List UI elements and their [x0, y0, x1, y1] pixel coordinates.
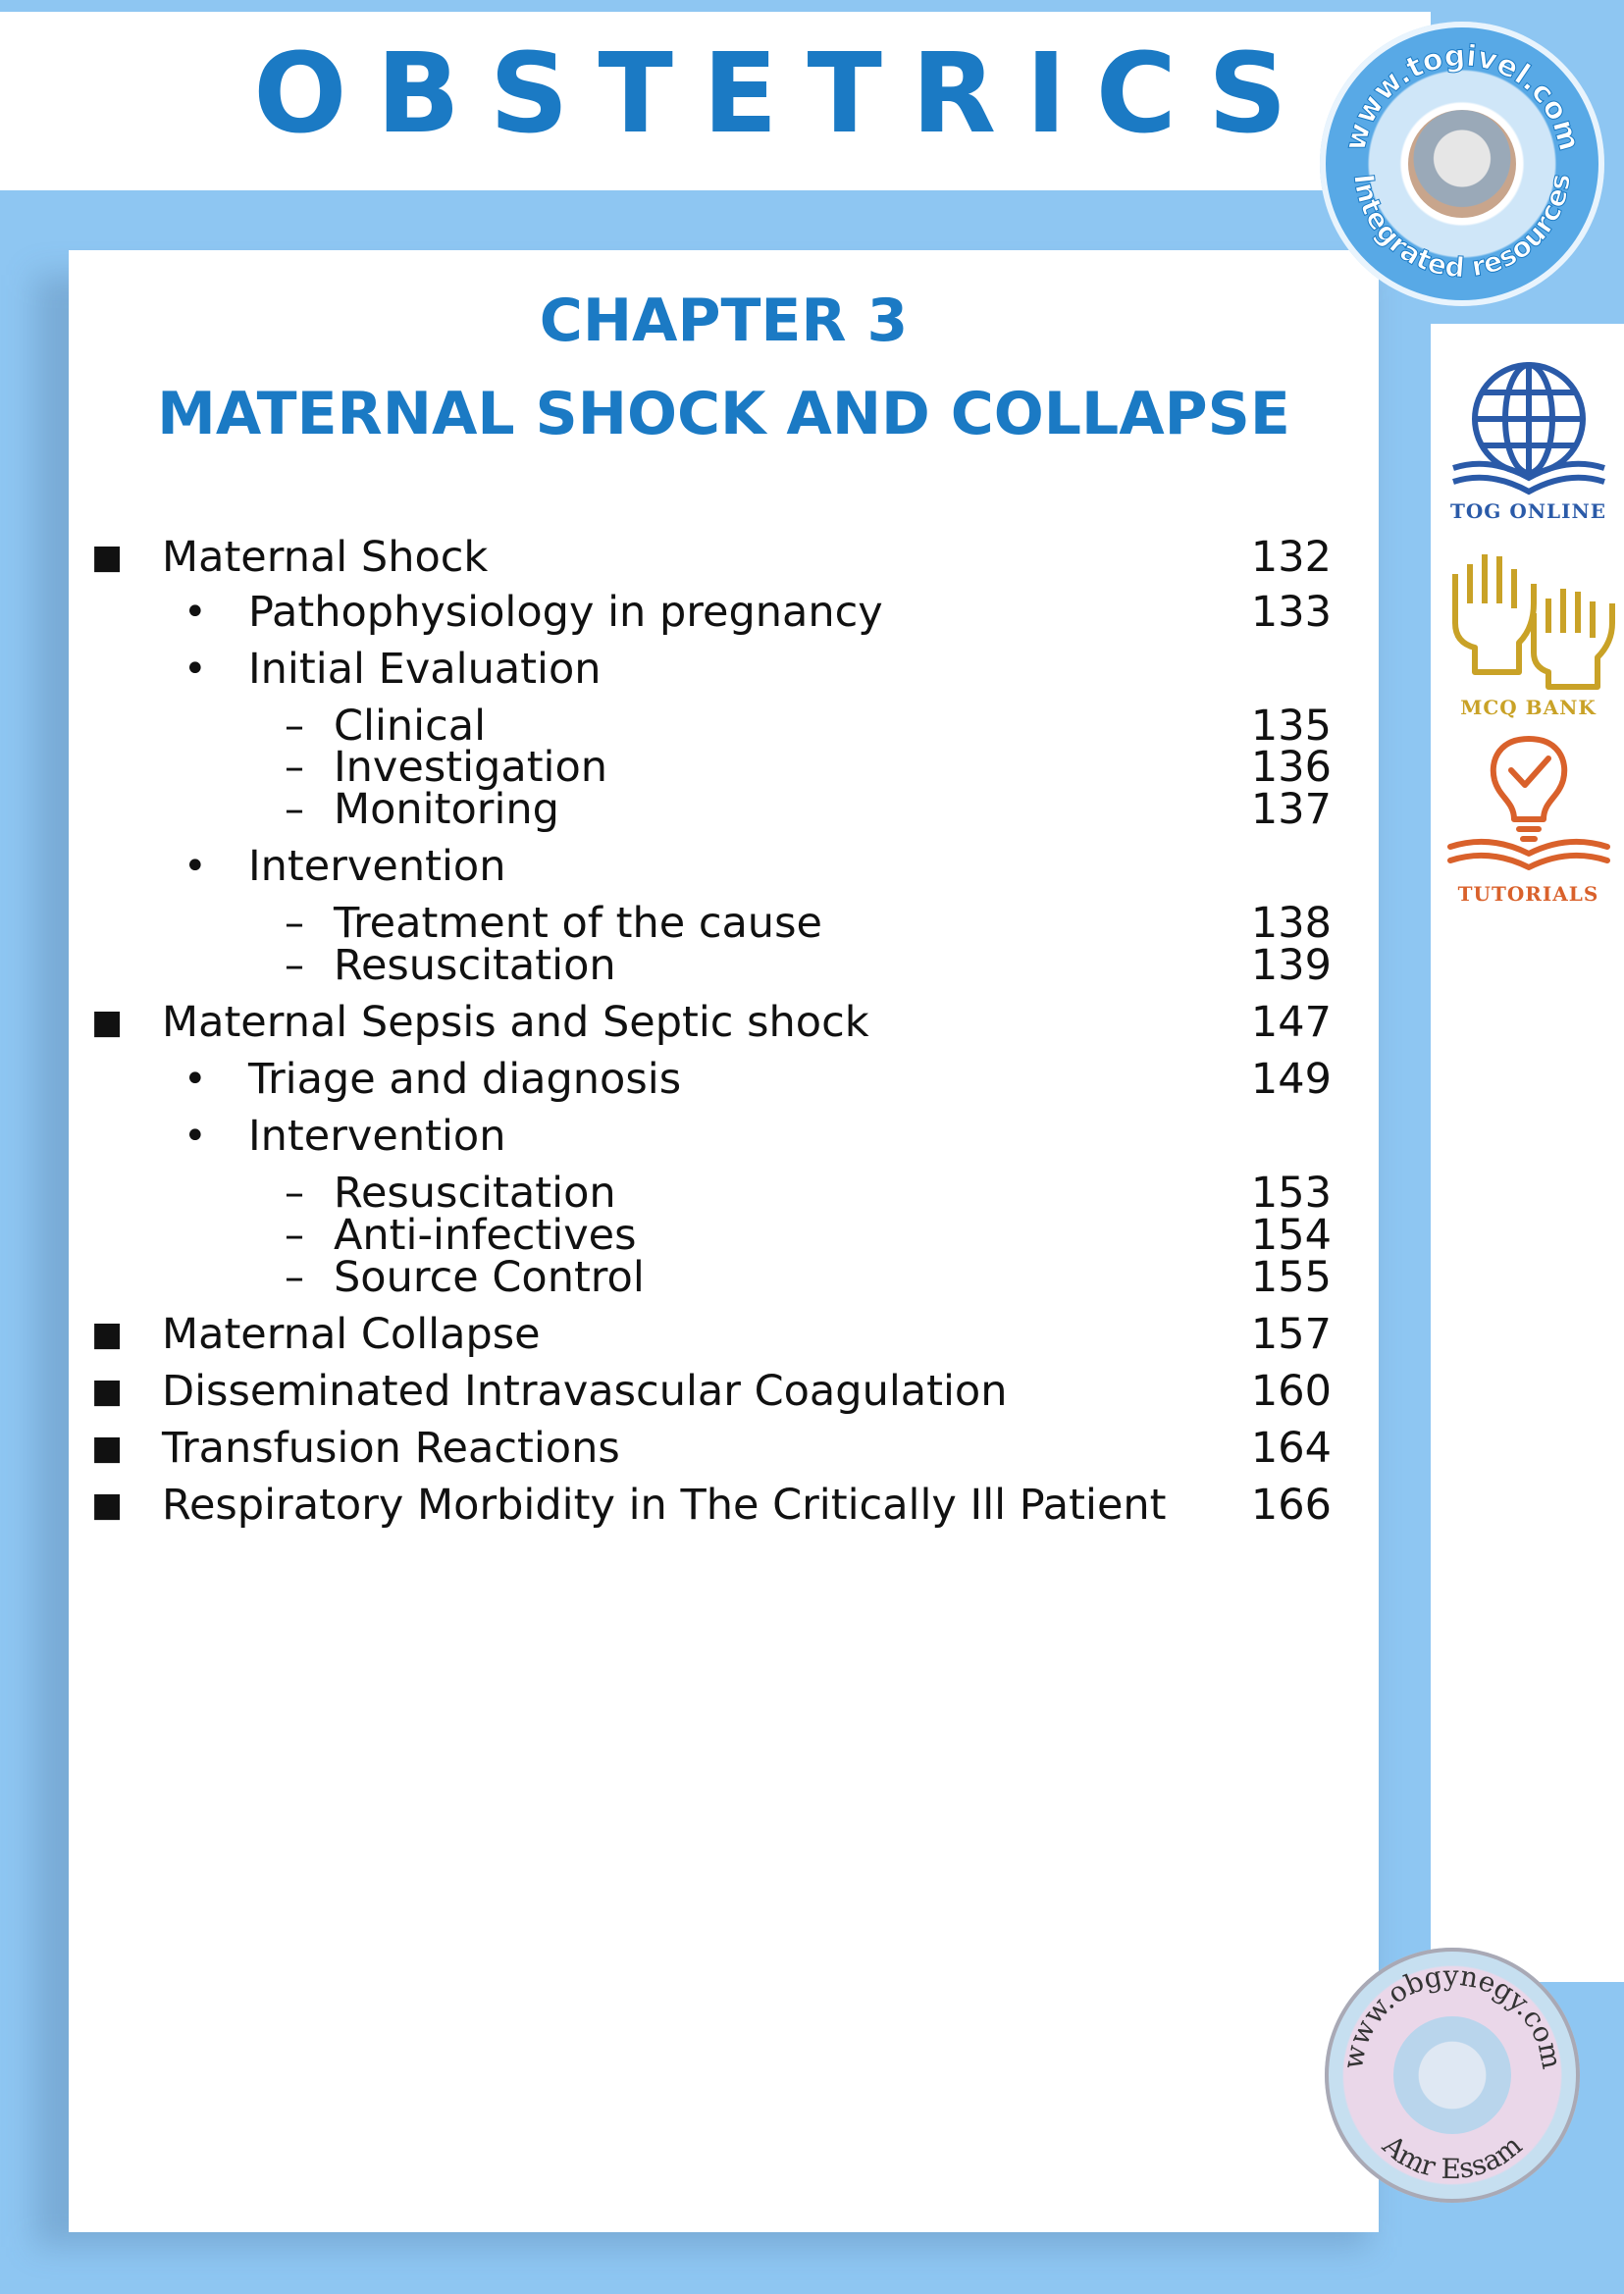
- toc-entry-title: Intervention: [248, 1112, 506, 1161]
- toc-entry-title: Initial Evaluation: [248, 645, 602, 694]
- dash-bullet-icon: –: [285, 1255, 304, 1300]
- obgynegy-badge[interactable]: [1325, 1948, 1580, 2203]
- toc-row: [69, 1419, 1379, 1478]
- toc-entry-title: Maternal Sepsis and Septic shock: [162, 998, 869, 1047]
- toc-row: [69, 993, 1379, 1052]
- round-bullet-icon: •: [183, 844, 207, 889]
- globe-book-icon: [1445, 358, 1612, 495]
- chapter-title: MATERNAL SHOCK AND COLLAPSE: [157, 380, 1290, 448]
- toc-entry-title: Maternal Collapse: [162, 1310, 541, 1359]
- toc-page-number: 154: [1250, 1211, 1332, 1260]
- tutorials-label: TUTORIALS: [1457, 882, 1599, 906]
- round-bullet-icon: •: [183, 590, 207, 635]
- toc-page-number: 149: [1250, 1055, 1332, 1104]
- square-bullet-icon: ■: [91, 1003, 124, 1042]
- toc-page-number: 164: [1250, 1424, 1332, 1473]
- toc-entry-title: Triage and diagnosis: [248, 1055, 682, 1104]
- toc-page-number: 166: [1250, 1481, 1332, 1530]
- toc-row: [69, 1248, 1379, 1307]
- toc-entry-title: Maternal Shock: [162, 533, 489, 582]
- toc-row: [69, 1050, 1379, 1109]
- chapter-number: CHAPTER 3: [539, 287, 909, 355]
- square-bullet-icon: ■: [91, 538, 124, 577]
- togivel-badge[interactable]: [1320, 22, 1604, 306]
- tutorials-link[interactable]: [1433, 731, 1624, 906]
- toc-row: [69, 1305, 1379, 1364]
- chapter-heading: [69, 275, 1379, 461]
- toc-entry-title: Pathophysiology in pregnancy: [248, 588, 883, 637]
- lightbulb-book-icon: [1441, 731, 1617, 878]
- round-bullet-icon: •: [183, 1114, 207, 1159]
- toc-page-number: 133: [1250, 588, 1332, 637]
- toc-page-number: 135: [1250, 702, 1332, 751]
- toc-row: [69, 1476, 1379, 1535]
- toc-page-number: 139: [1250, 941, 1332, 990]
- toc-row: [69, 936, 1379, 995]
- book-title: OBSTETRICS: [253, 30, 1317, 158]
- toc-row: [69, 528, 1379, 587]
- toc-entry-title: Anti-infectives: [334, 1211, 637, 1260]
- dash-bullet-icon: –: [285, 745, 304, 790]
- contents-page: [69, 250, 1379, 2232]
- toc-page-number: 132: [1250, 533, 1332, 582]
- toc-entry-title: Treatment of the cause: [334, 899, 822, 948]
- dash-bullet-icon: –: [285, 787, 304, 832]
- tog-online-label: TOG ONLINE: [1450, 499, 1606, 523]
- toc-entry-title: Source Control: [334, 1253, 645, 1302]
- dash-bullet-icon: –: [285, 901, 304, 946]
- toc-page-number: 137: [1250, 785, 1332, 834]
- toc-row: [69, 583, 1379, 642]
- toc-row: [69, 640, 1379, 699]
- obgynegy-url: www.obgynegy.com: [1336, 1958, 1569, 2072]
- square-bullet-icon: ■: [91, 1486, 124, 1525]
- globe-photo-icon: [1408, 110, 1516, 218]
- toc-page-number: 138: [1250, 899, 1332, 948]
- dash-bullet-icon: –: [285, 1171, 304, 1216]
- toc-entry-title: Respiratory Morbidity in The Critically Ill Patient: [162, 1481, 1167, 1530]
- toc-entry-title: Investigation: [334, 743, 608, 792]
- toc-entry-title: Resuscitation: [334, 941, 616, 990]
- dash-bullet-icon: –: [285, 704, 304, 749]
- togivel-url: www.togivel.com: [1337, 38, 1587, 155]
- toc-entry-title: Resuscitation: [334, 1169, 616, 1218]
- obgynegy-author: Amr Essam: [1376, 2128, 1529, 2186]
- toc-page-number: 147: [1250, 998, 1332, 1047]
- toc-row: [69, 837, 1379, 896]
- toc-entry-title: Clinical: [334, 702, 487, 751]
- toc-row: [69, 1362, 1379, 1421]
- toc-page-number: 153: [1250, 1169, 1332, 1218]
- round-bullet-icon: •: [183, 1057, 207, 1102]
- raised-hands-icon: [1441, 545, 1617, 692]
- toc-page-number: 155: [1250, 1253, 1332, 1302]
- toc-entry-title: Intervention: [248, 842, 506, 891]
- toc-row: [69, 780, 1379, 839]
- toc-row: [69, 1107, 1379, 1166]
- toc-entry-title: Transfusion Reactions: [162, 1424, 620, 1473]
- toc-entry-title: Disseminated Intravascular Coagulation: [162, 1367, 1008, 1416]
- mcq-bank-link[interactable]: [1433, 545, 1624, 719]
- round-bullet-icon: •: [183, 647, 207, 692]
- square-bullet-icon: ■: [91, 1372, 124, 1411]
- svg-text:Amr Essam: [1376, 2128, 1528, 2185]
- square-bullet-icon: ■: [91, 1315, 124, 1354]
- toc-page-number: 160: [1250, 1367, 1332, 1416]
- toc-page-number: 136: [1250, 743, 1332, 792]
- mcq-bank-label: MCQ BANK: [1460, 696, 1597, 719]
- toc-page-number: 157: [1250, 1310, 1332, 1359]
- pregnant-woman-icon: [1393, 2016, 1511, 2134]
- top-blue-strip: [0, 0, 1431, 12]
- dash-bullet-icon: –: [285, 1213, 304, 1258]
- dash-bullet-icon: –: [285, 943, 304, 988]
- togivel-ring-text: Integrated resources: [1347, 171, 1578, 285]
- tog-online-link[interactable]: [1433, 358, 1624, 523]
- toc-entry-title: Monitoring: [334, 785, 559, 834]
- square-bullet-icon: ■: [91, 1429, 124, 1468]
